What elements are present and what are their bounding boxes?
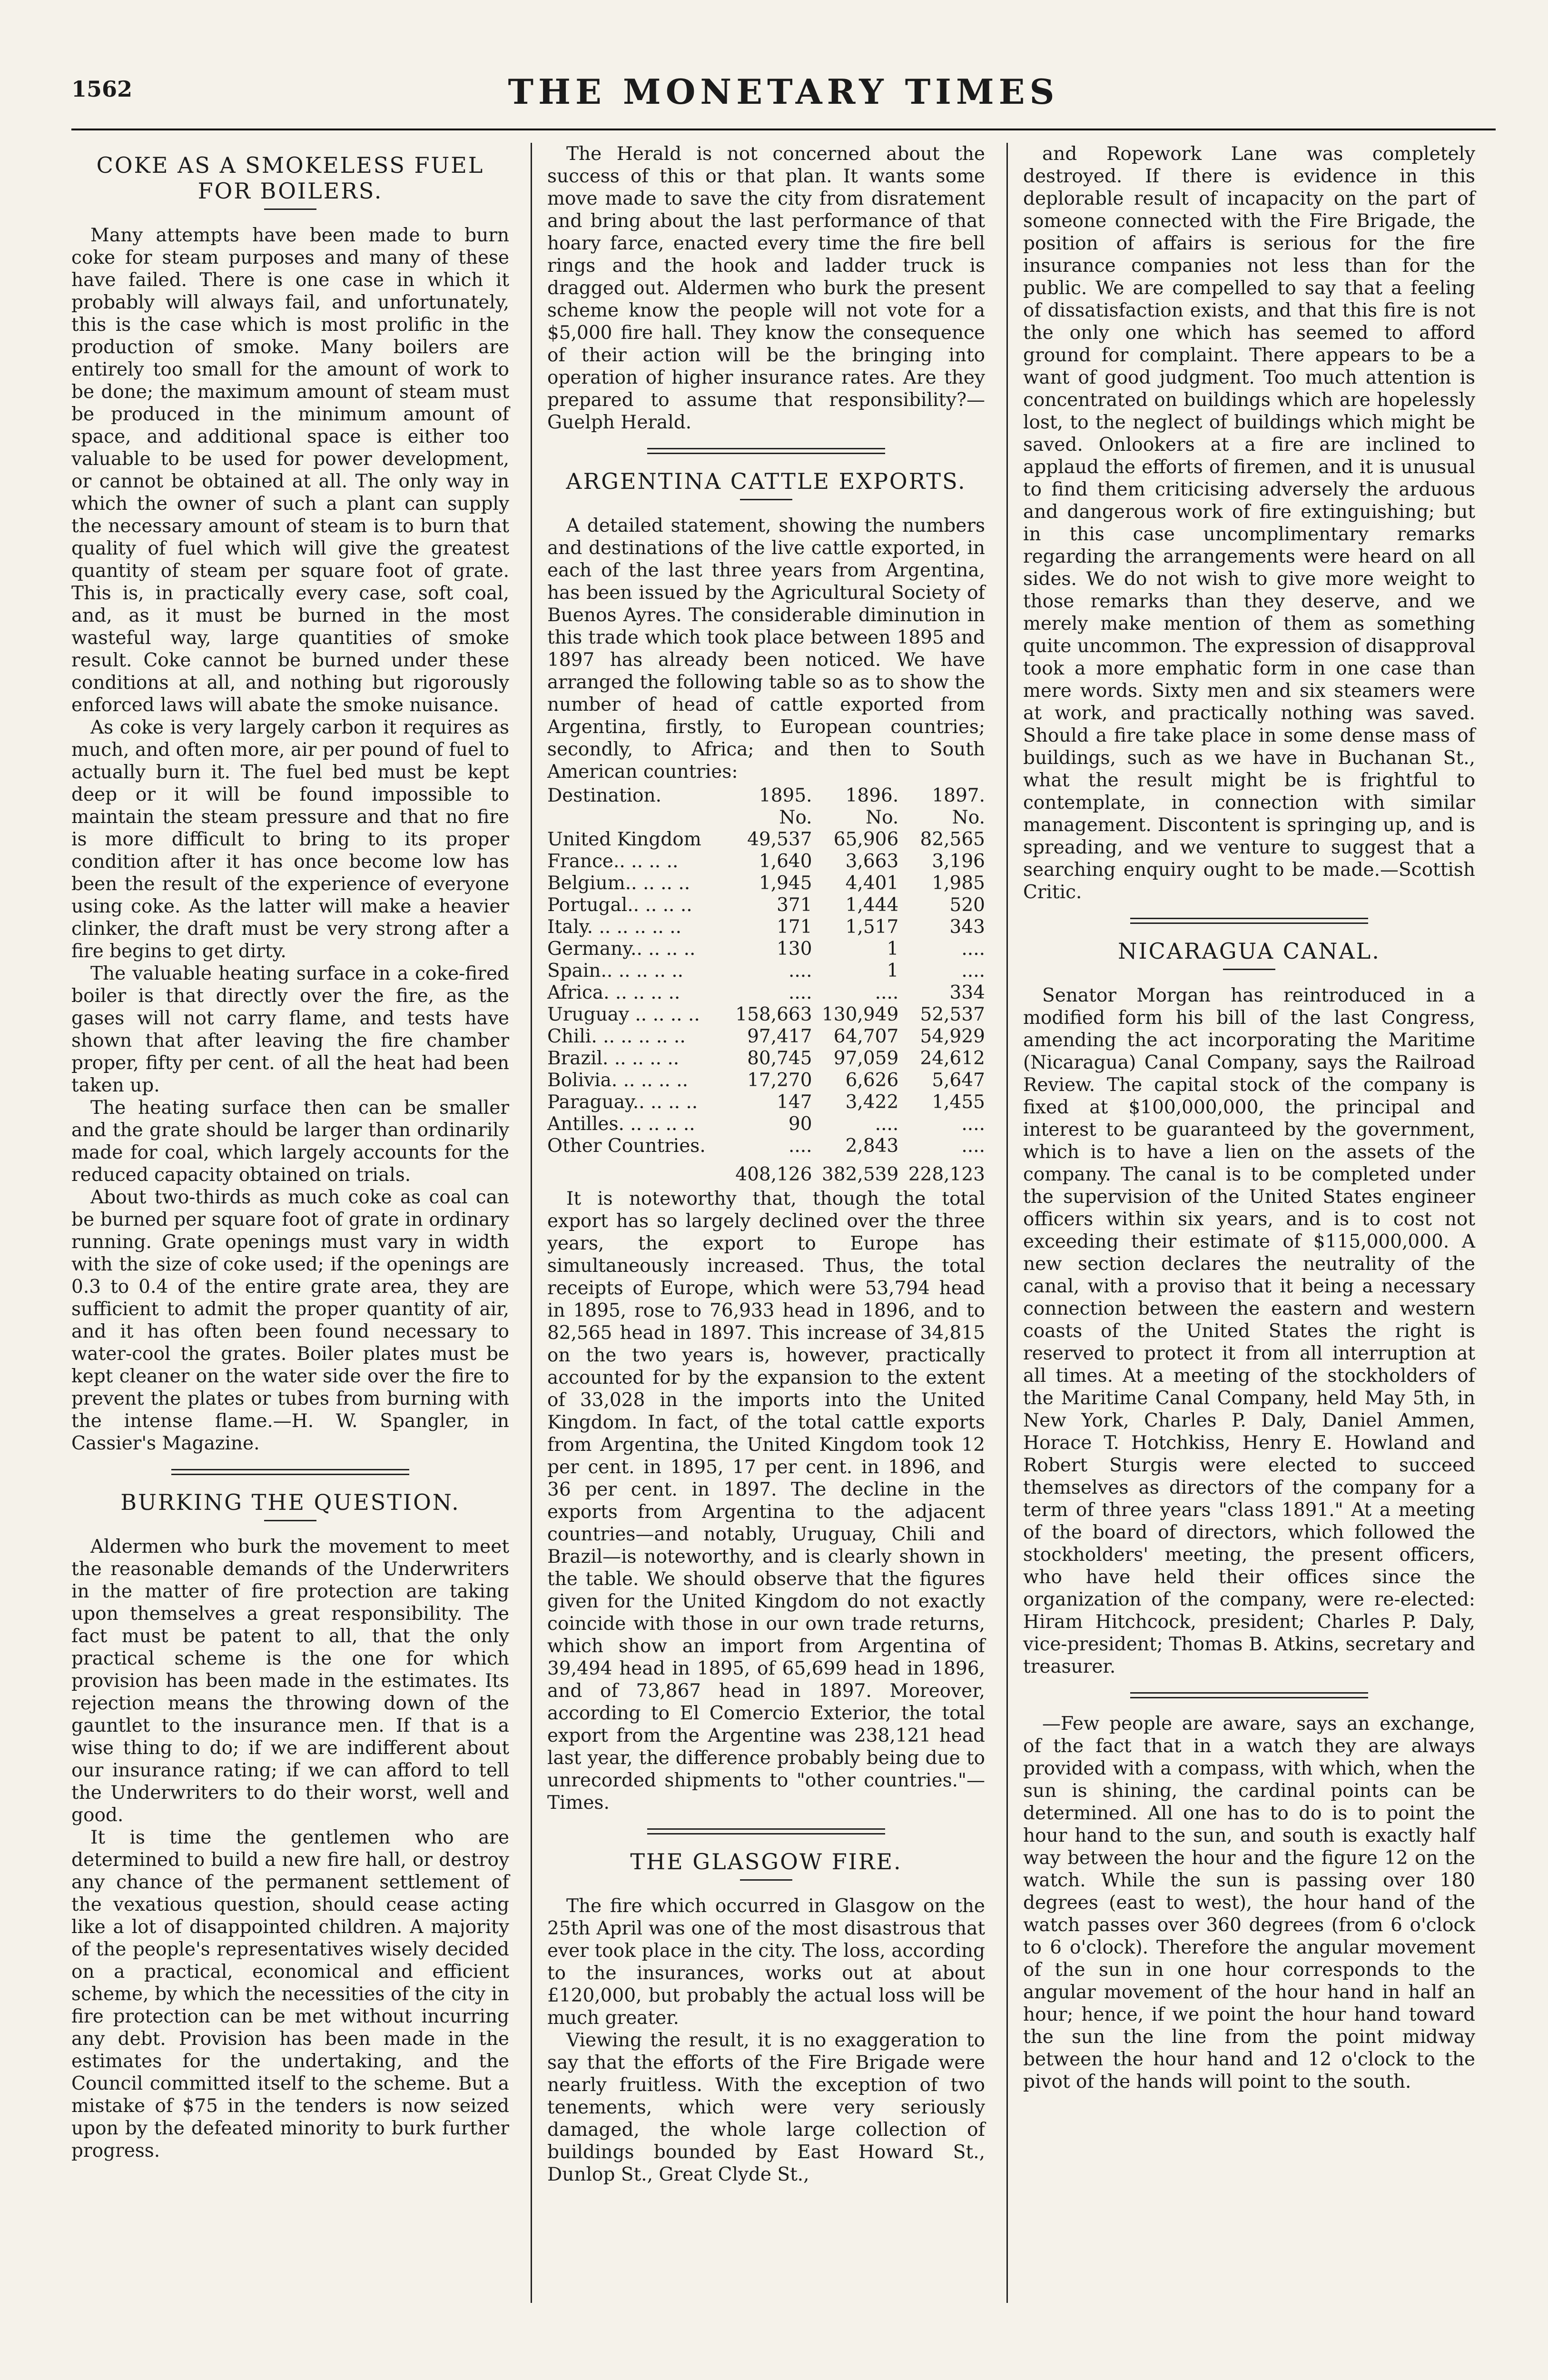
table-cell: .... [875, 1113, 899, 1135]
table-row [547, 960, 985, 982]
table-cell: 3,196 [932, 851, 985, 872]
table-row [547, 851, 985, 873]
paragraph: About two-thirds as much coke as coal can be burned per square foot of grate in ordinary running. Grate openings must vary in width with the size of coke used; if the openings are 0.3 to 0.4 of the entire grate area, they are sufficient to admit the proper quantity of air, and it has often been found necessary to water-cool the grates. Boiler plates must be kept cleaner on the water side over the fire to prevent the plates or tubes from burning with the intense flame.—H. W. Spangler, in Cassier's Magazine. [71, 1187, 509, 1454]
table-cell: Brazil. .. .. .. .. [547, 1048, 680, 1069]
table-cell [547, 1157, 726, 1186]
table-cell: 1,945 [759, 873, 812, 894]
table-cell: 343 [949, 916, 985, 938]
section-divider [647, 1828, 885, 1835]
table-cell: Germany.. .. .. .. [547, 938, 696, 960]
table-cell: 171 [777, 916, 812, 938]
paragraph: Senator Morgan has reintroduced in a modified form his bill of the last Congress, amending the act incorporating the Maritime (Nicaragua) Canal Company, says the Railroad Review. The capital stock of the company is fixed at $100,000,000, the principal and interest to be guaranteed by the government, which is to have a lien on the assets of the company. The canal is to be completed under the supervision of the United States engineer officers within six years, and is to cost not exceeding their estimate of $115,000,000. A new section declares the neutrality of the canal, with a proviso that it being a necessary connection between the eastern and western coasts of the United States the right is reserved to protect it from all interruption at all times. At a meeting of the stockholders of the Maritime Canal Company, held May 5th, in New York, Charles P. Daly, Daniel Ammen, Horace T. Hotchkiss, Henry E. Howland and Robert Sturgis were elected to succeed themselves as directors of the company for a term of three years "class 1891." At a meeting of the board of directors, which followed the stockholders' meeting, the present officers, who have held their offices since the organization of the company, were re-elected: Hiram Hitchcock, president; Charles P. Daly, vice-president; Thomas B. Atkins, secretary and treasurer. [1023, 985, 1475, 1677]
table-cell: Other Countries. [547, 1135, 706, 1157]
table-cell: .... [788, 960, 812, 982]
table-row [547, 982, 985, 1004]
column-divider [531, 143, 532, 2303]
table-cell: .... [788, 982, 812, 1003]
table-cell: 158,663 [735, 1004, 812, 1025]
title-rule [740, 499, 792, 500]
table-cell: 408,126 [735, 1164, 812, 1185]
table-cell: 228,123 [908, 1164, 985, 1185]
table-cell: 130,949 [821, 1004, 899, 1025]
table-cell: 1897. [932, 785, 985, 806]
table-cell: 3,422 [845, 1091, 899, 1113]
paragraph: The valuable heating surface in a coke-fired boiler is that directly over the fire, as the gases will not carry flame, and tests have shown that after leaving the fire chamber proper, fifty per cent. of all the heat had been taken up. [71, 963, 509, 1096]
table-cell: 65,906 [833, 829, 899, 850]
cattle-exports-table [547, 785, 985, 1186]
table-cell: .... [961, 1135, 985, 1157]
table-cell: 382,539 [821, 1164, 899, 1185]
table-cell: 1896. [845, 785, 899, 806]
table-row [547, 1091, 985, 1113]
table-cell: 2,843 [845, 1135, 899, 1157]
title-rule [264, 208, 316, 210]
column-3 [1023, 143, 1475, 2093]
table-row [547, 894, 985, 916]
table-cell: Belgium.. .. .. .. [547, 873, 690, 894]
table-cell: United Kingdom [547, 829, 701, 850]
table-cell: 52,537 [920, 1004, 985, 1025]
table-row [547, 873, 985, 894]
article-title: NICARAGUA CANAL. [1118, 938, 1380, 964]
article-title: COKE AS A SMOKELESS FUEL FOR BOILERS. [96, 152, 484, 204]
table-cell: No. [865, 807, 899, 828]
section-divider [1130, 1692, 1368, 1698]
table-cell: 3,663 [845, 851, 899, 872]
section-divider [1130, 918, 1368, 924]
table-cell: .... [875, 982, 899, 1003]
title-rule [264, 1520, 316, 1521]
table-cell: 1,517 [845, 916, 899, 938]
paragraph: and Ropework Lane was completely destroyed. If there is evidence in this deplorable result of incapacity on the part of someone connected with the Fire Brigade, the position of affairs is serious for the fire insurance companies not less than for the public. We are compelled to say that a feeling of dissatisfaction exists, and that this fire is not the only one which has seemed to afford ground for complaint. There appears to be a want of good judgment. Too much attention is concentrated on buildings which are hopelessly lost, to the neglect of buildings which might be saved. Onlookers at a fire are inclined to applaud the efforts of firemen, and it is unusual to find them criticising adversely the arduous and dangerous work of fire extinguishing; but in this case uncomplimentary remarks regarding the arrangements were heard on all sides. We do not wish to give more weight to those remarks than they deserve, and we merely make mention of them as something quite uncommon. The expression of disapproval took a more emphatic form in one case than mere words. Sixty men and six steamers were at work, and practically nothing was saved. Should a fire take place in some dense mass of buildings, such as we have in Buchanan St., what the result might be is frightful to contemplate, in connection with similar management. Discontent is springing up, and is spreading, and we venture to suggest that a searching enquiry ought to be made.—Scottish Critic. [1023, 143, 1475, 903]
table-cell: .... [961, 960, 985, 982]
table-row [547, 1135, 985, 1157]
table-row [547, 829, 985, 851]
table-cell: 1 [887, 938, 899, 960]
table-cell: .... [961, 1113, 985, 1135]
table-cell: .... [788, 1135, 812, 1157]
table-cell: Italy. .. .. .. .. .. [547, 916, 682, 938]
table-row [547, 1026, 985, 1048]
paragraph: A detailed statement, showing the numbers and destinations of the live cattle exported, in each of the last three years from Argentina, has been issued by the Agricultural Society of Buenos Ayres. The considerable diminution in this trade which took place between 1895 and 1897 has already been noticed. We have arranged the following table so as to show the number of head of cattle exported from Argentina, firstly, to European countries; secondly, to Africa; and then to South American countries: [547, 515, 985, 783]
table-cell: 1 [887, 960, 899, 982]
table-cell: Destination. [547, 785, 662, 806]
masthead: THE MONETARY TIMES [508, 71, 1059, 112]
page-number: 1562 [71, 76, 133, 102]
table-cell: 97,417 [747, 1026, 812, 1047]
table-cell: 147 [777, 1091, 812, 1113]
table-cell: 1,444 [845, 894, 899, 916]
paragraph: The fire which occurred in Glasgow on the 25th April was one of the most disastrous that ever took place in the city. The loss, according to the insurances, works out at about £120,000, but probably the actual loss will be much greater. [547, 1895, 985, 2029]
table-cell: No. [952, 807, 985, 828]
paragraph: —Few people are aware, says an exchange, of the fact that in a watch they are always provided with a compass, with which, when the sun is shining, the cardinal points can be determined. All one has to do is to point the hour hand to the sun, and south is exactly half way between the hour and the figure 12 on the watch. While the sun is passing over 180 degrees (east to west), the hour hand of the watch passes over 360 degrees (from 6 o'clock to 6 o'clock). Therefore the angular movement of the sun in one hour corresponds to the angular movement of the hour hand in half an hour; hence, if we point the hour hand toward the sun the line from the point midway between the hour hand and 12 o'clock to the pivot of the hands will point to the south. [1023, 1713, 1475, 2092]
column-1 [71, 143, 509, 2162]
table-cell: 1,640 [759, 851, 812, 872]
paragraph: As coke is very largely carbon it requires as much, and often more, air per pound of fuel to actually burn it. The fuel bed must be kept deep or it will be found impossible to maintain the steam pressure and that no fire is more difficult to bring to its proper condition after it has once become low has been the result of the experience of everyone using coke. As the latter will make a heavier clinker, the draft must be very strong after a fire begins to get dirty. [71, 717, 509, 962]
table-cell: Uruguay .. .. .. .. [547, 1004, 700, 1025]
table-subheader-row [547, 807, 985, 829]
table-cell: 6,626 [845, 1070, 899, 1091]
paragraph: Viewing the result, it is no exaggeration to say that the efforts of the Fire Brigade were nearly fruitless. With the exception of two tenements, which were very seriously damaged, the whole large collection of buildings bounded by East Howard St., Dunlop St., Great Clyde St., [547, 2030, 985, 2185]
table-row [547, 1113, 985, 1135]
table-cell: 5,647 [932, 1070, 985, 1091]
table-cell: 64,707 [833, 1026, 899, 1047]
header-rule [71, 129, 1496, 130]
table-cell: Chili. .. .. .. .. .. [547, 1026, 686, 1047]
paragraph: The heating surface then can be smaller and the grate should be larger than ordinarily made for coal, which largely accounts for the reduced capacity obtained on trials. [71, 1097, 509, 1186]
paragraph: It is time the gentlemen who are determined to build a new fire hall, or destroy any chance of the permanent settlement of the vexatious question, should cease acting like a lot of disappointed children. A majority of the people's representatives wisely decided on a practical, economical and efficient scheme, by which the necessities of the city in fire protection can be met without incurring any debt. Provision has been made in the estimates for the undertaking, and the Council committed itself to the scheme. But a mistake of $75 in the tenders is now seized upon by the defeated minority to burk further progress. [71, 1827, 509, 2162]
table-cell: 54,929 [920, 1026, 985, 1047]
article-title: ARGENTINA CATTLE EXPORTS. [566, 468, 966, 494]
table-cell: .... [961, 938, 985, 960]
table-cell: Portugal.. .. .. .. [547, 894, 692, 916]
table-cell: Paraguay.. .. .. .. [547, 1091, 698, 1113]
table-cell: 334 [949, 982, 985, 1003]
table-cell: Bolivia. .. .. .. .. [547, 1070, 689, 1091]
section-divider [647, 448, 885, 454]
table-cell: 97,059 [833, 1048, 899, 1069]
table-cell: 4,401 [845, 873, 899, 894]
table-row [547, 916, 985, 938]
article-title: BURKING THE QUESTION. [120, 1489, 460, 1515]
table-cell: 520 [949, 894, 985, 916]
table-cell [547, 807, 726, 829]
table-cell: 80,745 [747, 1048, 812, 1069]
table-cell: Antilles. .. .. .. .. [547, 1113, 695, 1135]
table-cell: 371 [777, 894, 812, 916]
column-2 [547, 143, 985, 2186]
article-title: THE GLASGOW FIRE. [630, 1849, 902, 1874]
table-header-row [547, 785, 985, 807]
table-row [547, 1070, 985, 1091]
table-cell: 1,455 [932, 1091, 985, 1113]
table-totals-row [547, 1157, 985, 1186]
table-row [547, 938, 985, 960]
table-cell: No. [779, 807, 812, 828]
table-cell: France.. .. .. .. [547, 851, 679, 872]
paragraph: Many attempts have been made to burn coke for steam purposes and many of these have failed. There is one case in which it probably will always fail, and unfortunately, this is the case which is most prolific in the production of smoke. Many boilers are entirely too small for the amount of work to be done; the maximum amount of steam must be produced in the minimum amount of space, and additional space is either too valuable to be used for power development, or cannot be obtained at all. The only way in which the owner of such a plant can supply the necessary amount of steam is to burn that quality of fuel which will give the greatest quantity of steam per square foot of grate. This is, in practically every case, soft coal, and, as it must be burned in the most wasteful way, large quantities of smoke result. Coke cannot be burned under these conditions at all, and nothing but rigorously enforced laws will abate the smoke nuisance. [71, 225, 509, 716]
table-cell: Africa. .. .. .. .. [547, 982, 680, 1003]
table-row [547, 1048, 985, 1070]
table-cell: 1895. [759, 785, 812, 806]
table-cell: 17,270 [747, 1070, 812, 1091]
paragraph: It is noteworthy that, though the total export has so largely declined over the three years, the export to Europe has simultaneously increased. Thus, the total receipts of Europe, which were 53,794 head in 1895, rose to 76,933 head in 1896, and to 82,565 head in 1897. This increase of 34,815 on the two years is, however, practically accounted for by the expansion to the extent of 33,028 in the imports into the United Kingdom. In fact, of the total cattle exports from Argentina, the United Kingdom took 12 per cent. in 1895, 17 per cent. in 1896, and 36 per cent. in 1897. The decline in the exports from Argentina to the adjacent countries—and notably, Uruguay, Chili and Brazil—is noteworthy, and is clearly shown in the table. We should observe that the figures given for the United Kingdom do not exactly coincide with those in our own trade returns, which show an import from Argentina of 39,494 head in 1895, of 65,699 head in 1896, and of 73,867 head in 1897. Moreover, according to El Comercio Exterior, the total export from the Argentine was 238,121 head last year, the difference probably being due to unrecorded shipments to "other countries."—Times. [547, 1188, 985, 1814]
table-cell: 130 [777, 938, 812, 960]
title-rule [1223, 969, 1275, 970]
table-row [547, 1004, 985, 1026]
paragraph: The Herald is not concerned about the success of this or that plan. It wants some move made to save the city from disratement and bring about the last performance of that hoary farce, enacted every time the fire bell rings and the hook and ladder truck is dragged out. Aldermen who burk the present scheme know the people will not vote for a $5,000 fire hall. They know the consequence of their action will be the bringing into operation of higher insurance rates. Are they prepared to assume that responsibility?—Guelph Herald. [547, 143, 985, 433]
section-divider [171, 1469, 409, 1475]
column-divider [1006, 143, 1008, 2303]
table-cell: 49,537 [747, 829, 812, 850]
table-cell: 82,565 [920, 829, 985, 850]
table-cell: Spain.. .. .. .. .. [547, 960, 684, 982]
table-cell: 24,612 [920, 1048, 985, 1069]
table-cell: 1,985 [932, 873, 985, 894]
paragraph: Aldermen who burk the movement to meet the reasonable demands of the Underwriters in the matter of fire protection are taking upon themselves a great responsibility. The fact must be patent to all, that the only practical scheme is the one for which provision has been made in the estimates. Its rejection means the throwing down of the gauntlet to the insurance men. If that is a wise thing to do; if we are indifferent about our insurance rating; if we can afford to tell the Underwriters to do their worst, well and good. [71, 1536, 509, 1826]
page-header [71, 71, 1496, 124]
title-rule [740, 1879, 792, 1881]
table-cell: 90 [788, 1113, 812, 1135]
